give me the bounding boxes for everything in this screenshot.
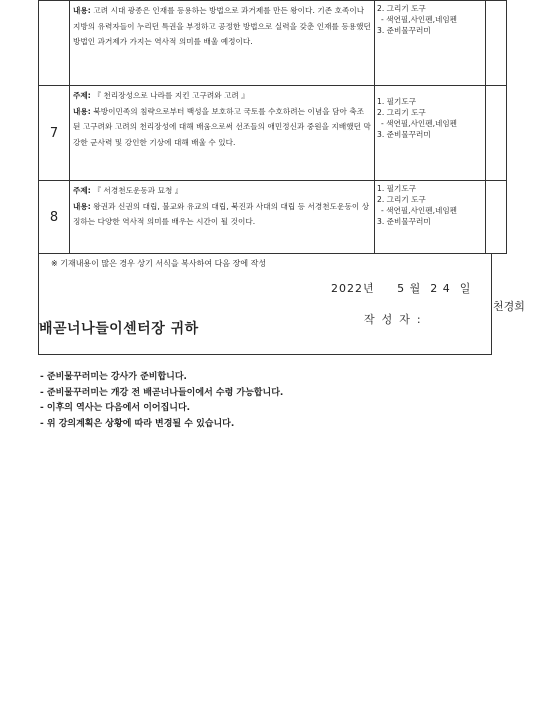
content-text: 왕권과 신권의 대립, 불교와 유교의 대립, 북진과 사대의 대립 등 서경천도운동이 상징하는 다양한 역사적 의미를 배우는 시간이 될 것이다. <box>73 201 370 226</box>
list-item: - 위 강의계획은 상황에 따라 변경될 수 있습니다. <box>40 418 235 429</box>
session-description <box>70 86 375 181</box>
session-description <box>70 181 375 254</box>
materials-item: 2. 그리기 도구 <box>377 195 426 204</box>
list-item: - 준비물꾸러미는 개강 전 배곧너나들이에서 수령 가능합니다. <box>40 387 284 398</box>
session-number <box>39 1 70 86</box>
materials-cell <box>375 181 486 254</box>
notice-list <box>40 370 283 432</box>
list-item: - 준비물꾸러미는 강사가 준비합니다. <box>40 372 187 382</box>
materials-cell <box>375 86 486 181</box>
content-label: 내용: <box>73 201 91 211</box>
blank-cell <box>486 181 507 254</box>
table-row <box>39 181 507 254</box>
lesson-plan-sheet <box>38 0 525 355</box>
blank-cell <box>486 86 507 181</box>
materials-item: 1. 필기도구 <box>377 184 417 193</box>
materials-item: 3. 준비물꾸러미 <box>377 217 431 226</box>
content-text: 고려 시대 광종은 인재를 등용하는 방법으로 과거제를 만든 왕이다. 기존 호족이나 지방의 유력자들이 누리던 특권을 부정하고 공정한 방법으로 실력을 갖춘 인재를 등용했던 방법인 과거제가 가지는 역사적 의미를 배울 예정이다. <box>73 6 371 46</box>
materials-cell <box>375 1 486 86</box>
list-item: - 이후의 역사는 다음에서 이어집니다. <box>40 403 191 413</box>
lesson-plan-table <box>38 0 507 254</box>
topic-text: 『 천리장성으로 나라를 지킨 고구려와 고려 』 <box>93 91 249 100</box>
session-description <box>70 1 375 86</box>
table-row <box>39 1 507 86</box>
topic-label: 주제: <box>73 91 91 100</box>
author-label: 작 성 자 : <box>363 313 421 326</box>
addressee: 배곧너나들이센터장 귀하 <box>39 321 199 337</box>
document-date: 2022년 5 월 2 4 일 <box>331 282 472 295</box>
table-row <box>39 86 507 181</box>
materials-item: 3. 준비물꾸러미 <box>377 26 431 35</box>
content-text: 북방이민족의 침략으로부터 백성을 보호하고 국토를 수호하려는 이념을 담아 축조된 고구려와 고려의 천리장성에 대해 배움으로써 선조들의 애민정신과 중원을 지배했던 막강한 군사력 및 강인한 기상에 대해 배울 수 있다. <box>73 106 371 147</box>
author-line <box>343 298 525 353</box>
content-label: 내용: <box>73 106 91 116</box>
materials-item: - 색연필,사인펜,네임펜 <box>381 206 458 215</box>
materials-item: 2. 그리기 도구 <box>377 4 426 13</box>
session-number: 7 <box>39 86 70 181</box>
author-name: 천경희 <box>493 300 525 313</box>
materials-item: 1. 필기도구 <box>377 97 417 106</box>
form-caption: ※ 기재내용이 많은 경우 상기 서식을 복사하여 다음 장에 작성 <box>51 259 267 268</box>
materials-item: 3. 준비물꾸러미 <box>377 130 431 139</box>
topic-text: 『 서경천도운동과 묘청 』 <box>93 186 183 195</box>
blank-cell <box>486 1 507 86</box>
materials-item: 2. 그리기 도구 <box>377 108 426 117</box>
materials-item: - 색연필,사인펜,네임펜 <box>381 119 458 128</box>
topic-label: 주제: <box>73 186 91 195</box>
content-label: 내용: <box>73 6 91 15</box>
materials-item: - 색연필,사인펜,네임펜 <box>381 15 458 24</box>
session-number: 8 <box>39 181 70 254</box>
signature-box <box>38 254 525 355</box>
